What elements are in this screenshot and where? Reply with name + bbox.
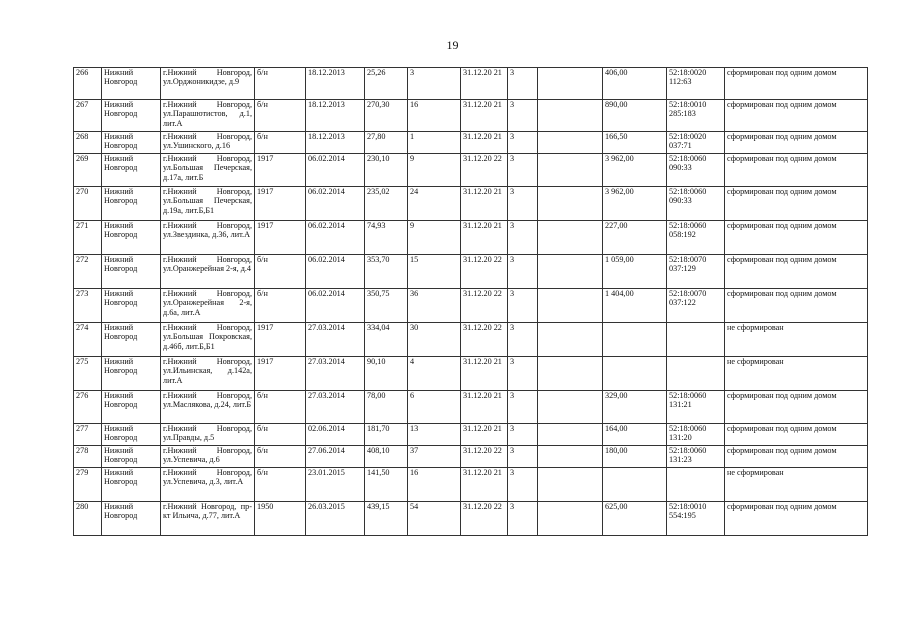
cell-document: 1917: [255, 221, 306, 255]
cell-number: 266: [74, 68, 102, 100]
cell-sum: 625,00: [603, 502, 667, 536]
cell-date: 27.03.2014: [306, 323, 365, 357]
cell-term: 31.12.20 21: [461, 424, 508, 446]
cell-empty: [538, 468, 603, 502]
cell-document: б/н: [255, 424, 306, 446]
cell-empty: [538, 100, 603, 132]
cell-area: 90,10: [365, 357, 408, 391]
cell-k: 3: [508, 187, 538, 221]
cell-sum: [603, 468, 667, 502]
cell-number: 279: [74, 468, 102, 502]
cell-sum: 1 059,00: [603, 255, 667, 289]
cell-address: г.Нижний Новгород, ул.Орджоникидзе, д.9: [161, 68, 255, 100]
cell-document: б/н: [255, 100, 306, 132]
cell-k: 3: [508, 68, 538, 100]
cell-status: сформирован под одним домом: [725, 424, 868, 446]
cell-number: 270: [74, 187, 102, 221]
cell-k: 3: [508, 221, 538, 255]
cell-count: 3: [408, 68, 461, 100]
cell-area: 439,15: [365, 502, 408, 536]
cell-count: 9: [408, 154, 461, 187]
cell-city: Нижний Новгород: [102, 100, 161, 132]
cell-term: 31.12.20 21: [461, 221, 508, 255]
cell-status: не сформирован: [725, 323, 868, 357]
cell-k: 3: [508, 391, 538, 424]
cell-sum: 166,50: [603, 132, 667, 154]
cell-date: 06.02.2014: [306, 221, 365, 255]
table-row: [74, 357, 868, 391]
cell-status: сформирован под одним домом: [725, 154, 868, 187]
cell-empty: [538, 255, 603, 289]
cell-city: Нижний Новгород: [102, 357, 161, 391]
cell-status: сформирован под одним домом: [725, 446, 868, 468]
table-row: [74, 154, 868, 187]
cell-document: б/н: [255, 446, 306, 468]
cell-sum: 180,00: [603, 446, 667, 468]
cell-cadastral: [667, 468, 725, 502]
cell-number: 272: [74, 255, 102, 289]
table-row: [74, 323, 868, 357]
cell-status: сформирован под одним домом: [725, 68, 868, 100]
cell-empty: [538, 221, 603, 255]
cell-k: 3: [508, 323, 538, 357]
cell-status: сформирован под одним домом: [725, 221, 868, 255]
cell-term: 31.12.20 21: [461, 391, 508, 424]
cell-city: Нижний Новгород: [102, 391, 161, 424]
cell-empty: [538, 154, 603, 187]
cell-number: 274: [74, 323, 102, 357]
cell-sum: 329,00: [603, 391, 667, 424]
cell-address: г.Нижний Новгород, ул.Успевича, д.6: [161, 446, 255, 468]
cell-address: г.Нижний Новгород, ул.Большая Печерская, д.19а, лит.Б,Б1: [161, 187, 255, 221]
cell-status: сформирован под одним домом: [725, 187, 868, 221]
cell-k: 3: [508, 255, 538, 289]
cell-area: 334,04: [365, 323, 408, 357]
cell-area: 235,02: [365, 187, 408, 221]
cell-address: г.Нижний Новгород, ул.Большая Печерская, д.17а, лит.Б: [161, 154, 255, 187]
cell-date: 02.06.2014: [306, 424, 365, 446]
cell-date: 18.12.2013: [306, 100, 365, 132]
table-row: [74, 221, 868, 255]
cell-sum: [603, 323, 667, 357]
cell-address: г.Нижний Новгород, ул.Большая Покровская, д.46б, лит.Б,Б1: [161, 323, 255, 357]
cell-number: 273: [74, 289, 102, 323]
cell-area: 350,75: [365, 289, 408, 323]
cell-k: 3: [508, 154, 538, 187]
table-row: [74, 391, 868, 424]
table-row: [74, 468, 868, 502]
cell-area: 181,70: [365, 424, 408, 446]
cell-city: Нижний Новгород: [102, 468, 161, 502]
cell-number: 278: [74, 446, 102, 468]
cell-term: 31.12.20 22: [461, 289, 508, 323]
cell-term: 31.12.20 22: [461, 502, 508, 536]
cell-k: 3: [508, 100, 538, 132]
cell-sum: [603, 357, 667, 391]
cell-city: Нижний Новгород: [102, 187, 161, 221]
cell-status: сформирован под одним домом: [725, 255, 868, 289]
cell-count: 24: [408, 187, 461, 221]
cell-cadastral: 52:18:0070 037:129: [667, 255, 725, 289]
table-row: [74, 502, 868, 536]
cell-document: б/н: [255, 468, 306, 502]
cell-cadastral: 52:18:0070 037:122: [667, 289, 725, 323]
cell-document: б/н: [255, 289, 306, 323]
cell-document: 1917: [255, 187, 306, 221]
cell-sum: 227,00: [603, 221, 667, 255]
cell-city: Нижний Новгород: [102, 221, 161, 255]
cell-date: 27.03.2014: [306, 357, 365, 391]
cell-k: 3: [508, 446, 538, 468]
cell-document: 1917: [255, 154, 306, 187]
cell-sum: 406,00: [603, 68, 667, 100]
cell-city: Нижний Новгород: [102, 68, 161, 100]
cell-empty: [538, 502, 603, 536]
cell-cadastral: 52:18:0010 554:195: [667, 502, 725, 536]
cell-area: 270,30: [365, 100, 408, 132]
cell-sum: 3 962,00: [603, 154, 667, 187]
cell-document: б/н: [255, 391, 306, 424]
cell-k: 3: [508, 502, 538, 536]
cell-city: Нижний Новгород: [102, 424, 161, 446]
cell-address: г.Нижний Новгород, ул.Парашютистов, д.1, лит.А: [161, 100, 255, 132]
cell-count: 16: [408, 468, 461, 502]
cell-area: 408,10: [365, 446, 408, 468]
cell-term: 31.12.20 21: [461, 100, 508, 132]
cell-status: сформирован под одним домом: [725, 289, 868, 323]
table-row: [74, 424, 868, 446]
cell-city: Нижний Новгород: [102, 154, 161, 187]
cell-city: Нижний Новгород: [102, 255, 161, 289]
cell-status: сформирован под одним домом: [725, 132, 868, 154]
cell-status: сформирован под одним домом: [725, 100, 868, 132]
cell-cadastral: 52:18:0020 037:71: [667, 132, 725, 154]
cell-empty: [538, 391, 603, 424]
cell-number: 277: [74, 424, 102, 446]
cell-count: 30: [408, 323, 461, 357]
property-register-table: [73, 67, 868, 536]
cell-number: 276: [74, 391, 102, 424]
cell-area: 78,00: [365, 391, 408, 424]
cell-status: не сформирован: [725, 468, 868, 502]
cell-count: 37: [408, 446, 461, 468]
cell-cadastral: 52:18:0020 112:63: [667, 68, 725, 100]
cell-address: г.Нижний Новгород, ул.Успевича, д.3, лит.А: [161, 468, 255, 502]
cell-empty: [538, 424, 603, 446]
cell-status: не сформирован: [725, 357, 868, 391]
cell-address: г.Нижний Новгород, ул.Звездинка, д.36, лит.А: [161, 221, 255, 255]
cell-term: 31.12.20 21: [461, 357, 508, 391]
table-row: [74, 68, 868, 100]
cell-document: б/н: [255, 255, 306, 289]
cell-count: 9: [408, 221, 461, 255]
cell-term: 31.12.20 21: [461, 468, 508, 502]
cell-area: 353,70: [365, 255, 408, 289]
cell-sum: 1 404,00: [603, 289, 667, 323]
cell-term: 31.12.20 21: [461, 187, 508, 221]
cell-empty: [538, 446, 603, 468]
cell-cadastral: 52:18:0060 131:23: [667, 446, 725, 468]
cell-cadastral: 52:18:0060 058:192: [667, 221, 725, 255]
cell-status: сформирован под одним домом: [725, 502, 868, 536]
cell-area: 141,50: [365, 468, 408, 502]
cell-k: 3: [508, 289, 538, 323]
cell-city: Нижний Новгород: [102, 132, 161, 154]
cell-date: 06.02.2014: [306, 187, 365, 221]
cell-cadastral: 52:18:0060 131:20: [667, 424, 725, 446]
cell-address: г.Нижний Новгород, пр-кт Ильича, д.77, лит.А: [161, 502, 255, 536]
cell-count: 54: [408, 502, 461, 536]
cell-cadastral: 52:18:0010 285:183: [667, 100, 725, 132]
cell-document: 1917: [255, 323, 306, 357]
cell-term: 31.12.20 22: [461, 323, 508, 357]
cell-address: г.Нижний Новгород, ул.Оранжерейная 2-я, д.4: [161, 255, 255, 289]
cell-cadastral: 52:18:0060 090:33: [667, 187, 725, 221]
cell-count: 4: [408, 357, 461, 391]
cell-cadastral: 52:18:0060 090:33: [667, 154, 725, 187]
cell-document: б/н: [255, 68, 306, 100]
cell-number: 275: [74, 357, 102, 391]
cell-empty: [538, 323, 603, 357]
cell-empty: [538, 289, 603, 323]
cell-cadastral: [667, 357, 725, 391]
cell-city: Нижний Новгород: [102, 446, 161, 468]
cell-number: 271: [74, 221, 102, 255]
cell-document: 1950: [255, 502, 306, 536]
cell-term: 31.12.20 21: [461, 132, 508, 154]
cell-k: 3: [508, 132, 538, 154]
cell-count: 6: [408, 391, 461, 424]
cell-city: Нижний Новгород: [102, 289, 161, 323]
table-row: [74, 289, 868, 323]
cell-date: 27.06.2014: [306, 446, 365, 468]
table-row: [74, 100, 868, 132]
page-number: 19: [446, 38, 459, 52]
cell-term: 31.12.20 22: [461, 446, 508, 468]
cell-status: сформирован под одним домом: [725, 391, 868, 424]
table-row: [74, 255, 868, 289]
cell-k: 3: [508, 357, 538, 391]
cell-number: 280: [74, 502, 102, 536]
cell-count: 1: [408, 132, 461, 154]
table-row: [74, 446, 868, 468]
cell-count: 16: [408, 100, 461, 132]
cell-address: г.Нижний Новгород, ул.Правды, д.5: [161, 424, 255, 446]
cell-cadastral: 52:18:0060 131:21: [667, 391, 725, 424]
cell-area: 25,26: [365, 68, 408, 100]
cell-city: Нижний Новгород: [102, 323, 161, 357]
cell-date: 06.02.2014: [306, 255, 365, 289]
cell-sum: 890,00: [603, 100, 667, 132]
cell-area: 74,93: [365, 221, 408, 255]
cell-document: 1917: [255, 357, 306, 391]
cell-date: 27.03.2014: [306, 391, 365, 424]
cell-empty: [538, 132, 603, 154]
table-row: [74, 187, 868, 221]
cell-date: 23.01.2015: [306, 468, 365, 502]
cell-count: 13: [408, 424, 461, 446]
cell-term: 31.12.20 22: [461, 154, 508, 187]
cell-cadastral: [667, 323, 725, 357]
cell-sum: 164,00: [603, 424, 667, 446]
cell-empty: [538, 357, 603, 391]
cell-date: 18.12.2013: [306, 132, 365, 154]
cell-term: 31.12.20 21: [461, 68, 508, 100]
cell-area: 27,80: [365, 132, 408, 154]
cell-k: 3: [508, 424, 538, 446]
cell-date: 18.12.2013: [306, 68, 365, 100]
cell-term: 31.12.20 22: [461, 255, 508, 289]
cell-count: 36: [408, 289, 461, 323]
cell-address: г.Нижний Новгород, ул.Ильинская, д.142а, лит.А: [161, 357, 255, 391]
cell-address: г.Нижний Новгород, ул.Ушинского, д.16: [161, 132, 255, 154]
cell-date: 06.02.2014: [306, 154, 365, 187]
cell-date: 26.03.2015: [306, 502, 365, 536]
cell-empty: [538, 68, 603, 100]
cell-k: 3: [508, 468, 538, 502]
cell-count: 15: [408, 255, 461, 289]
cell-address: г.Нижний Новгород, ул.Маслякова, д.24, лит.Б: [161, 391, 255, 424]
cell-number: 269: [74, 154, 102, 187]
cell-address: г.Нижний Новгород, ул.Оранжерейная 2-я, д.6а, лит.А: [161, 289, 255, 323]
cell-number: 268: [74, 132, 102, 154]
cell-city: Нижний Новгород: [102, 502, 161, 536]
cell-number: 267: [74, 100, 102, 132]
cell-empty: [538, 187, 603, 221]
cell-area: 230,10: [365, 154, 408, 187]
table-row: [74, 132, 868, 154]
cell-sum: 3 962,00: [603, 187, 667, 221]
cell-date: 06.02.2014: [306, 289, 365, 323]
cell-document: б/н: [255, 132, 306, 154]
